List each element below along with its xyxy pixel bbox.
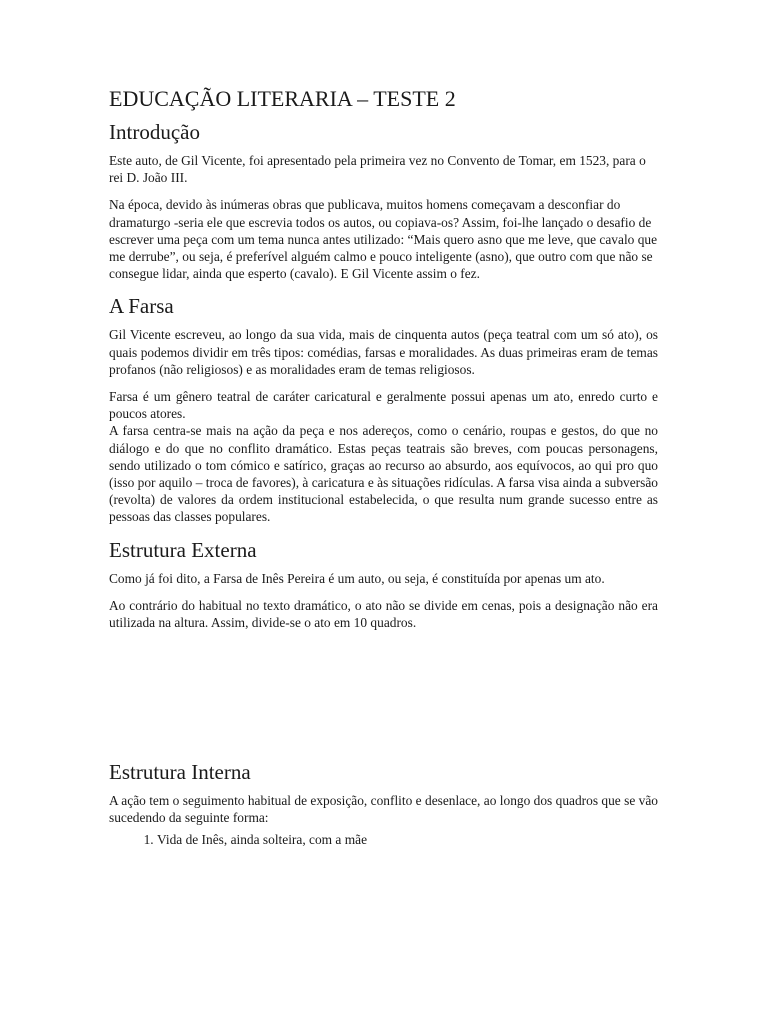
heading-a-farsa: A Farsa [109,294,174,319]
document-title: EDUCAÇÃO LITERARIA – TESTE 2 [109,86,456,111]
intro-paragraph-2: Na época, devido às inúmeras obras que publicava, muitos homens começavam a desconfiar do dramaturgo -seria ele que escrevia todos os autos, ou copiava-os? Assim, foi-lhe lançado o desafio de escrever uma peça com um tema nunca antes utilizado: “Mais quero asno que me leve, que cavalo que me derrube”, ou seja, é preferível alguém calmo e pouco inteligente (asno), que outro com que não se consegue lidar, ainda que esperto (cavalo). E Gil Vicente assim o fez. [109,197,658,282]
farsa-paragraph-2: Farsa é um gênero teatral de caráter caricatural e geralmente possui apenas um ato, enredo curto e poucos atores. [109,389,658,422]
heading-estrutura-externa: Estrutura Externa [109,537,257,562]
heading-introducao: Introdução [109,120,200,144]
quadros-list [109,831,658,848]
interna-paragraph-1: A ação tem o seguimento habitual de exposição, conflito e desenlace, ao longo dos quadros que se vão sucedendo da seguinte forma: [109,793,658,826]
externa-paragraph-1: Como já foi dito, a Farsa de Inês Pereira é um auto, ou seja, é constituída por apenas um ato. [109,570,605,586]
externa-paragraph-2: Ao contrário do habitual no texto dramático, o ato não se divide em cenas, pois a designação não era utilizada na altura. Assim, divide-se o ato em 10 quadros. [109,597,658,631]
farsa-paragraph-3: A farsa centra-se mais na ação da peça e nos adereços, como o cenário, roupas e gestos, do que no diálogo e do que no conflito dramático. Estas peças teatrais são breves, com poucas personagens, sendo utilizado o tom cómico e satírico, graças ao recurso ao absurdo, aos equívocos, ao qui pro quo (isso por aquilo – troca de favores), à caricatura e às situações ridículas. A farsa visa ainda a subversão (revolta) de valores da ordem institucional estabelecida, o que resulta num grande sucesso entre as pessoas das classes populares. [109,423,658,525]
blank-space [109,641,658,758]
intro-paragraph-1: Este auto, de Gil Vicente, foi apresentado pela primeira vez no Convento de Tomar, em 1523, para o rei D. João III. [109,153,646,186]
document-page [109,84,658,848]
farsa-paragraph-1: Gil Vicente escreveu, ao longo da sua vida, mais de cinquenta autos (peça teatral com um só ato), os quais podemos dividir em três tipos: comédias, farsas e moralidades. As duas primeiras eram de temas profanos (não religiosos) e as moralidades eram de temas religiosos. [109,327,658,377]
list-item: 1. Vida de Inês, ainda solteira, com a mãe [157,831,658,848]
heading-estrutura-interna: Estrutura Interna [109,760,251,785]
